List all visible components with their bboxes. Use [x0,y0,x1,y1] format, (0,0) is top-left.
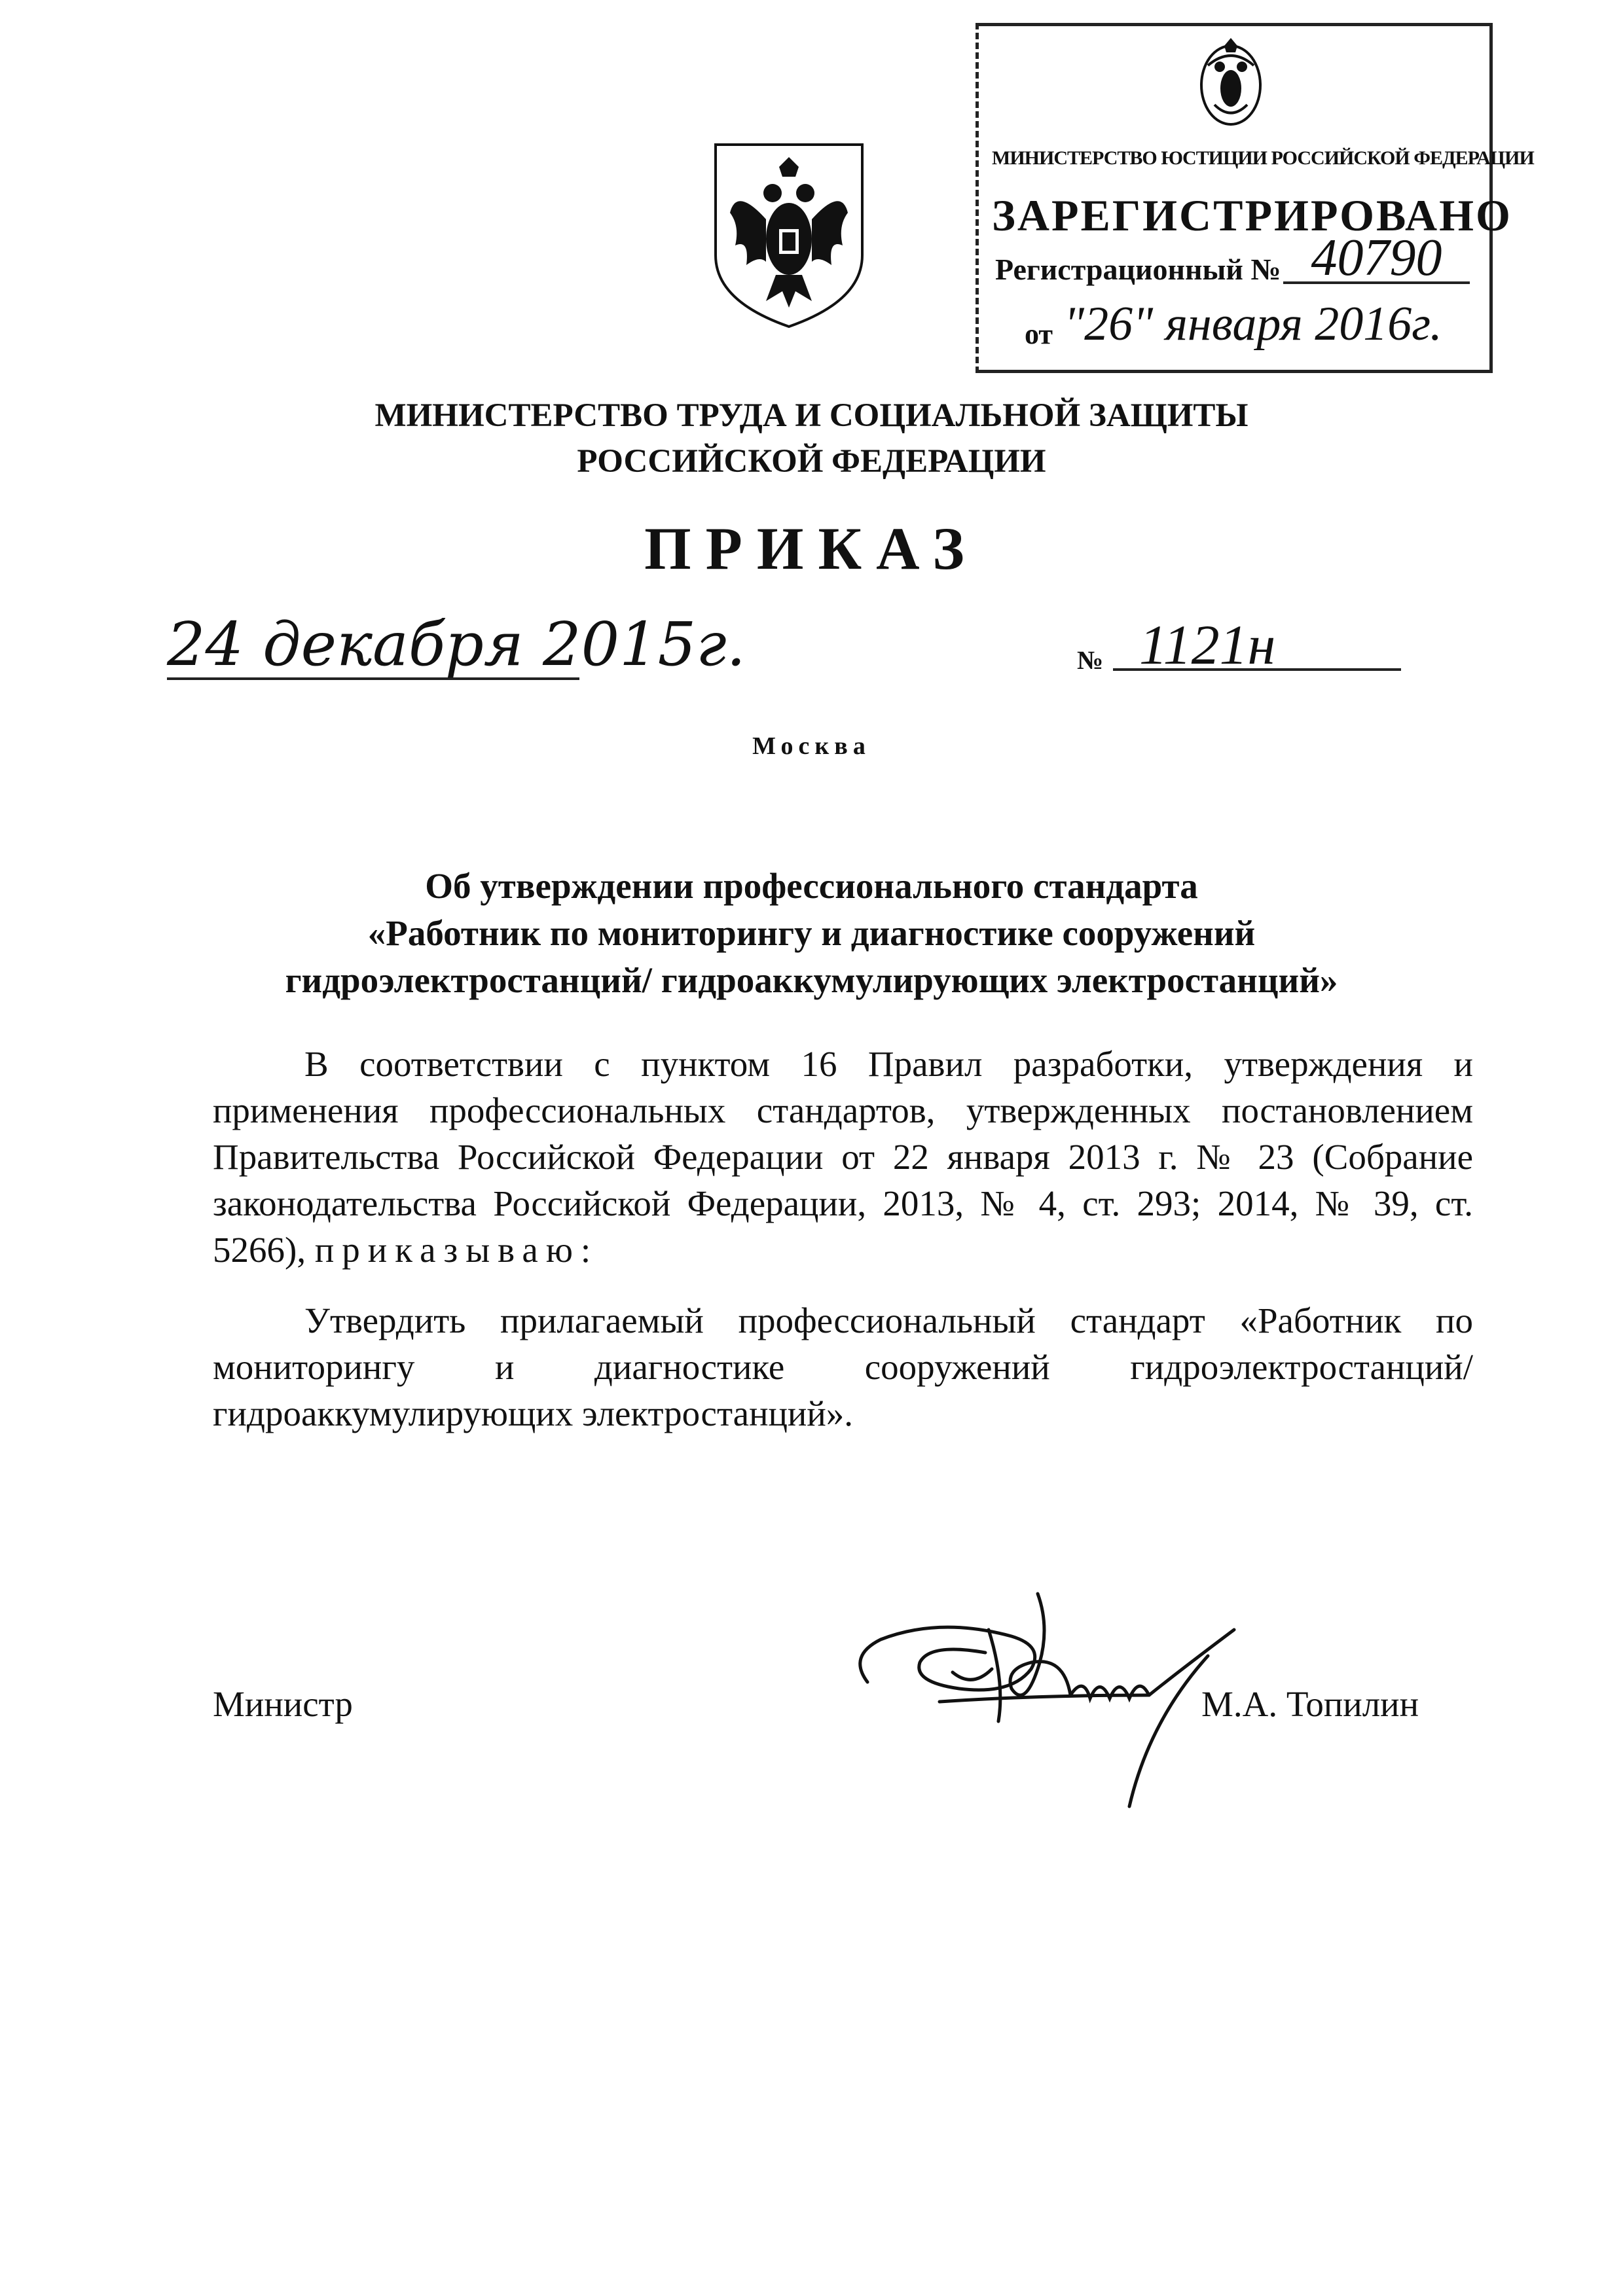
order-title-line-1: Об утверждении профессионального стандарта [425,866,1198,906]
order-directive: приказываю: [314,1230,599,1270]
handwritten-signature [841,1590,1247,1813]
stamp-date-label: от [1025,318,1053,350]
ministry-name-line-1: МИНИСТЕРСТВО ТРУДА И СОЦИАЛЬНОЙ ЗАЩИТЫ [374,397,1249,434]
signer-name: М.А. Топилин [1201,1684,1419,1724]
order-title [0,863,1623,1004]
stamp-registration-number: 40790 [1283,234,1470,284]
city: Москва [752,732,871,760]
order-title-line-3: гидроэлектростанций/ гидроаккумулирующих электростанций» [285,960,1338,1000]
stamp-ministry-name: МИНИСТЕРСТВО ЮСТИЦИИ РОССИЙСКОЙ ФЕДЕРАЦИИ [992,147,1534,169]
stamp-coat-of-arms-icon [1188,33,1273,131]
body-paragraph-1-text: В соответствии с пунктом 16 Правил разработки, утверждения и применения профессиональных стандартов, утвержденных постановлением Правительства Российской Федерации от 22 января 2013 г. № 23 (Собрание законодательства Российской Федерации, 2013, № 4, ст. 293; 2014, № 39, ст. 5266), [213,1044,1473,1270]
order-date: 24 декабря 2015г. [167,609,746,679]
stamp-registered-label: ЗАРЕГИСТРИРОВАНО [992,190,1512,240]
stamp-registration-number-label: Регистрационный № [995,253,1281,286]
coat-of-arms-emblem [710,141,867,331]
order-number-label: № [1077,645,1104,675]
order-number: 1121н [1113,619,1401,671]
body-paragraph-1 [213,1041,1473,1273]
stamp-date: "26" января 2016г. [1064,297,1442,351]
signer-title: Министр [213,1684,353,1724]
ministry-name [0,393,1623,484]
order-title-line-2: «Работник по мониторингу и диагностике сооружений [367,913,1256,953]
document-type-heading: ПРИКАЗ [644,515,979,582]
ministry-name-line-2: РОССИЙСКОЙ ФЕДЕРАЦИИ [577,443,1046,480]
body-paragraph-2: Утвердить прилагаемый профессиональный стандарт «Работник по мониторингу и диагностике сооружений гидроэлектростанций/ гидроаккумулирующих электростанций». [213,1300,1473,1433]
